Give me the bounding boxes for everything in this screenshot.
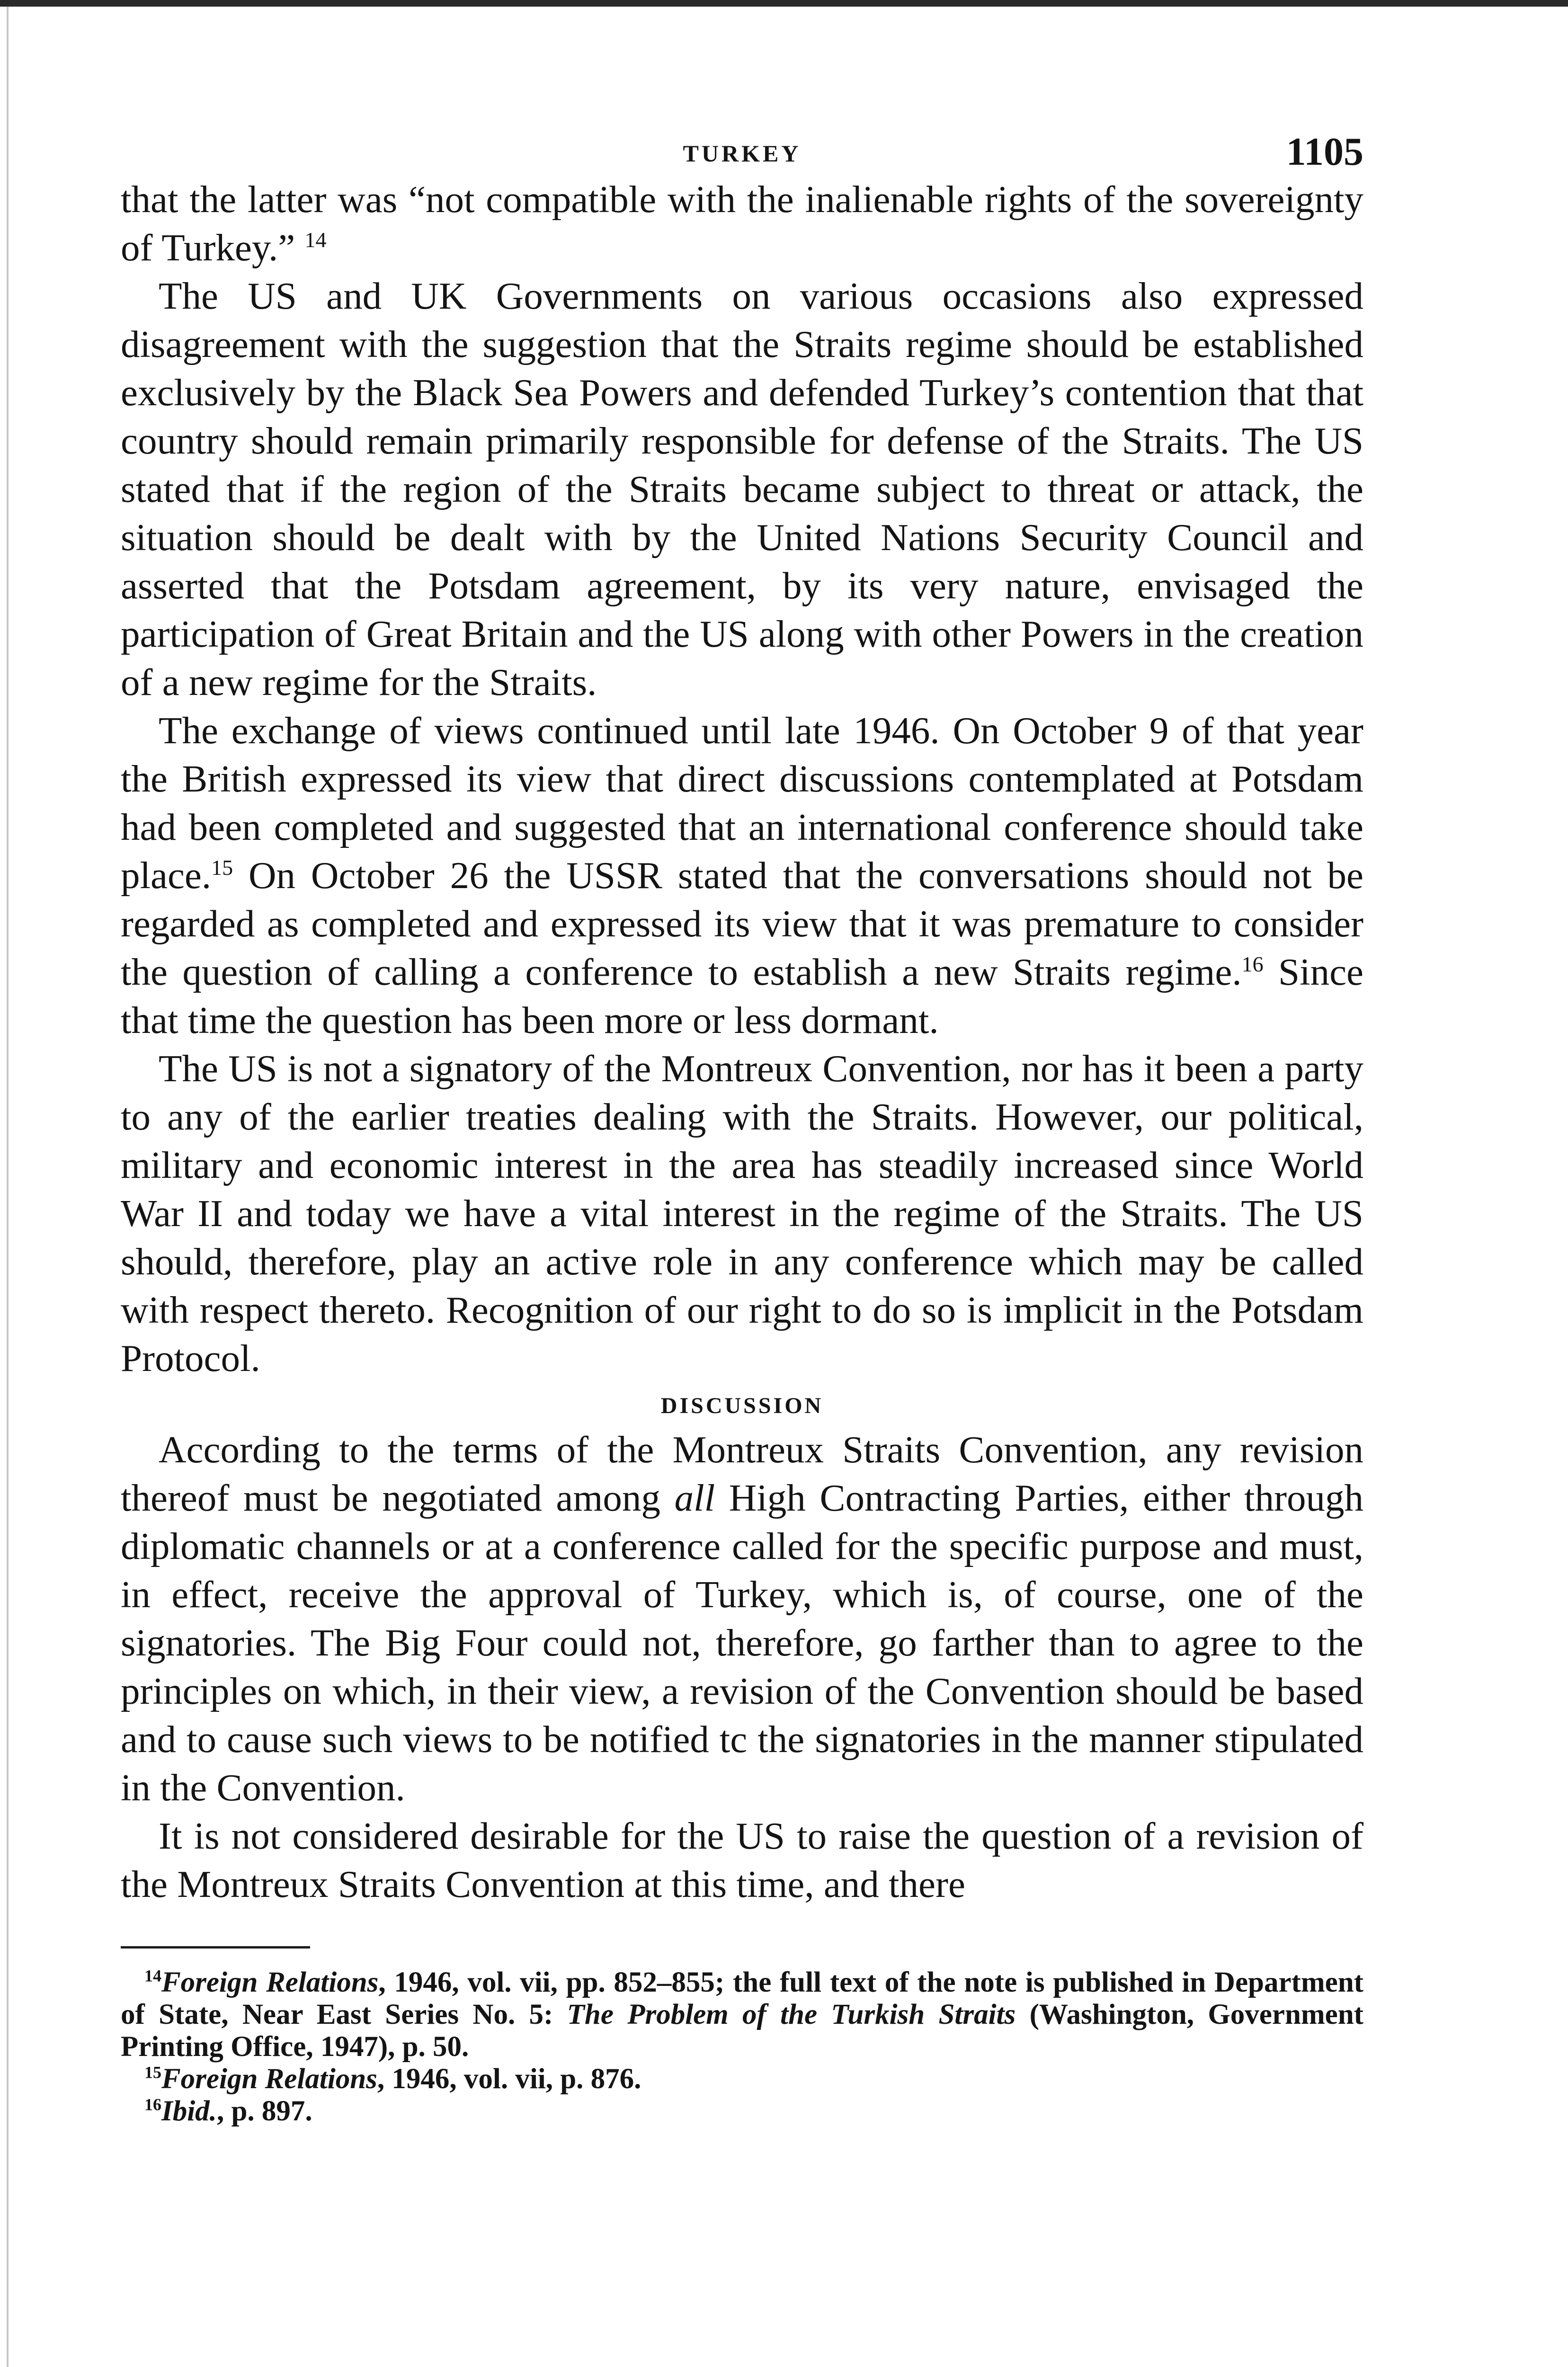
body-text bbox=[121, 175, 1363, 1908]
footnote-16-marker: 16 bbox=[144, 2095, 161, 2114]
footnote-14 bbox=[121, 1967, 1363, 2063]
footnote-15-marker: 15 bbox=[144, 2063, 161, 2082]
footnote-16 bbox=[121, 2095, 1363, 2127]
footnote-14-text-2: (Washington, Government Printing Office, 1947), p. 50. bbox=[121, 1999, 1363, 2063]
footnote-14-marker: 14 bbox=[144, 1966, 161, 1985]
footnote-14-title: The Problem of the Turkish Straits bbox=[567, 1999, 1016, 2030]
paragraph-2: The US and UK Governments on various occasions also expressed disagreement with the suggestion that the Straits regime should be established exclusively by the Black Sea Powers and defended Turkey’s contention that that country should remain primarily responsible for defense of the Straits. The US stated that if the region of the Straits became subject to threat or attack, the situation should be dealt with by the United Nations Security Council and asserted that the Potsdam agreement, by its very nature, envisaged the participation of Great Britain and the US along with other Powers in the creation of a new regime for the Straits. bbox=[121, 275, 1363, 703]
running-title: TURKEY bbox=[683, 140, 802, 167]
footnote-ref-15: 15 bbox=[211, 855, 233, 880]
footnotes bbox=[121, 1967, 1363, 2127]
left-border bbox=[7, 7, 9, 2367]
footnote-14-source: Foreign Relations bbox=[161, 1967, 379, 1998]
paragraph-3-part-3: Since that time the question has been more or less dormant. bbox=[121, 951, 1363, 1041]
footnote-ref-14: 14 bbox=[304, 228, 327, 252]
paragraph-5-part-2: High Contracting Parties, either through diplomatic channels or at a conference called for the specific purpose and must, in effect, receive the approval of Turkey, which is, of course, one of the signatories. The Big Four could not, therefore, go farther than to agree to the principles on which, in their view, a revision of the Convention should be based and to cause such views to be notified tc the signatories in the manner stipulated in the Convention. bbox=[121, 1477, 1363, 1809]
paragraph-5-part-1: According to the terms of the Montreux Straits Convention, any revision thereof must be negotiated among bbox=[121, 1428, 1363, 1519]
paragraph-6: It is not considered desirable for the US to raise the question of a revision of the Montreux Straits Convention at this time, and there bbox=[121, 1815, 1363, 1905]
running-header bbox=[121, 118, 1363, 175]
paragraph-3-part-2: On October 26 the USSR stated that the conversations should not be regarded as completed and expressed its view that it was premature to consider the question of calling a conference to establish a new Straits regime. bbox=[121, 854, 1363, 993]
footnote-14-text-1: , 1946, vol. vii, pp. 852–855; the full text of the note is published in Department of State, Near East Series No. 5: bbox=[121, 1967, 1363, 2030]
page-number: 1105 bbox=[1286, 130, 1363, 174]
footnote-16-source: Ibid. bbox=[161, 2095, 217, 2127]
paragraph-5-emphasis: all bbox=[674, 1477, 715, 1519]
footnote-15 bbox=[121, 2063, 1363, 2095]
footnote-15-source: Foreign Relations bbox=[161, 2063, 377, 2095]
document-page bbox=[121, 118, 1363, 2127]
footnote-16-text: , p. 897. bbox=[216, 2095, 312, 2127]
paragraph-1-text: that the latter was “not compatible with the inalienable rights of the sovereignty of Turkey.” bbox=[121, 178, 1363, 269]
footnote-divider bbox=[121, 1946, 310, 1949]
footnote-15-text: , 1946, vol. vii, p. 876. bbox=[377, 2063, 641, 2095]
paragraph-4: The US is not a signatory of the Montreux Convention, nor has it been a party to any of the earlier treaties dealing with the Straits. However, our political, military and economic interest in the area has steadily increased since World War II and today we have a vital interest in the regime of the Straits. The US should, therefore, play an active role in any conference which may be called with respect thereto. Recognition of our right to do so is implicit in the Potsdam Protocol. bbox=[121, 1047, 1363, 1379]
paragraph-5 bbox=[121, 1425, 1363, 1812]
paragraph-1 bbox=[121, 175, 1363, 272]
footnote-ref-16: 16 bbox=[1241, 952, 1264, 976]
top-border bbox=[0, 0, 1568, 7]
section-heading-discussion: DISCUSSION bbox=[660, 1393, 824, 1418]
paragraph-3 bbox=[121, 706, 1363, 1044]
paragraph-3-part-1: The exchange of views continued until late 1946. On October 9 of that year the British expressed its view that direct discussions contemplated at Potsdam had been completed and suggested that an international conference should take place. bbox=[121, 709, 1363, 897]
